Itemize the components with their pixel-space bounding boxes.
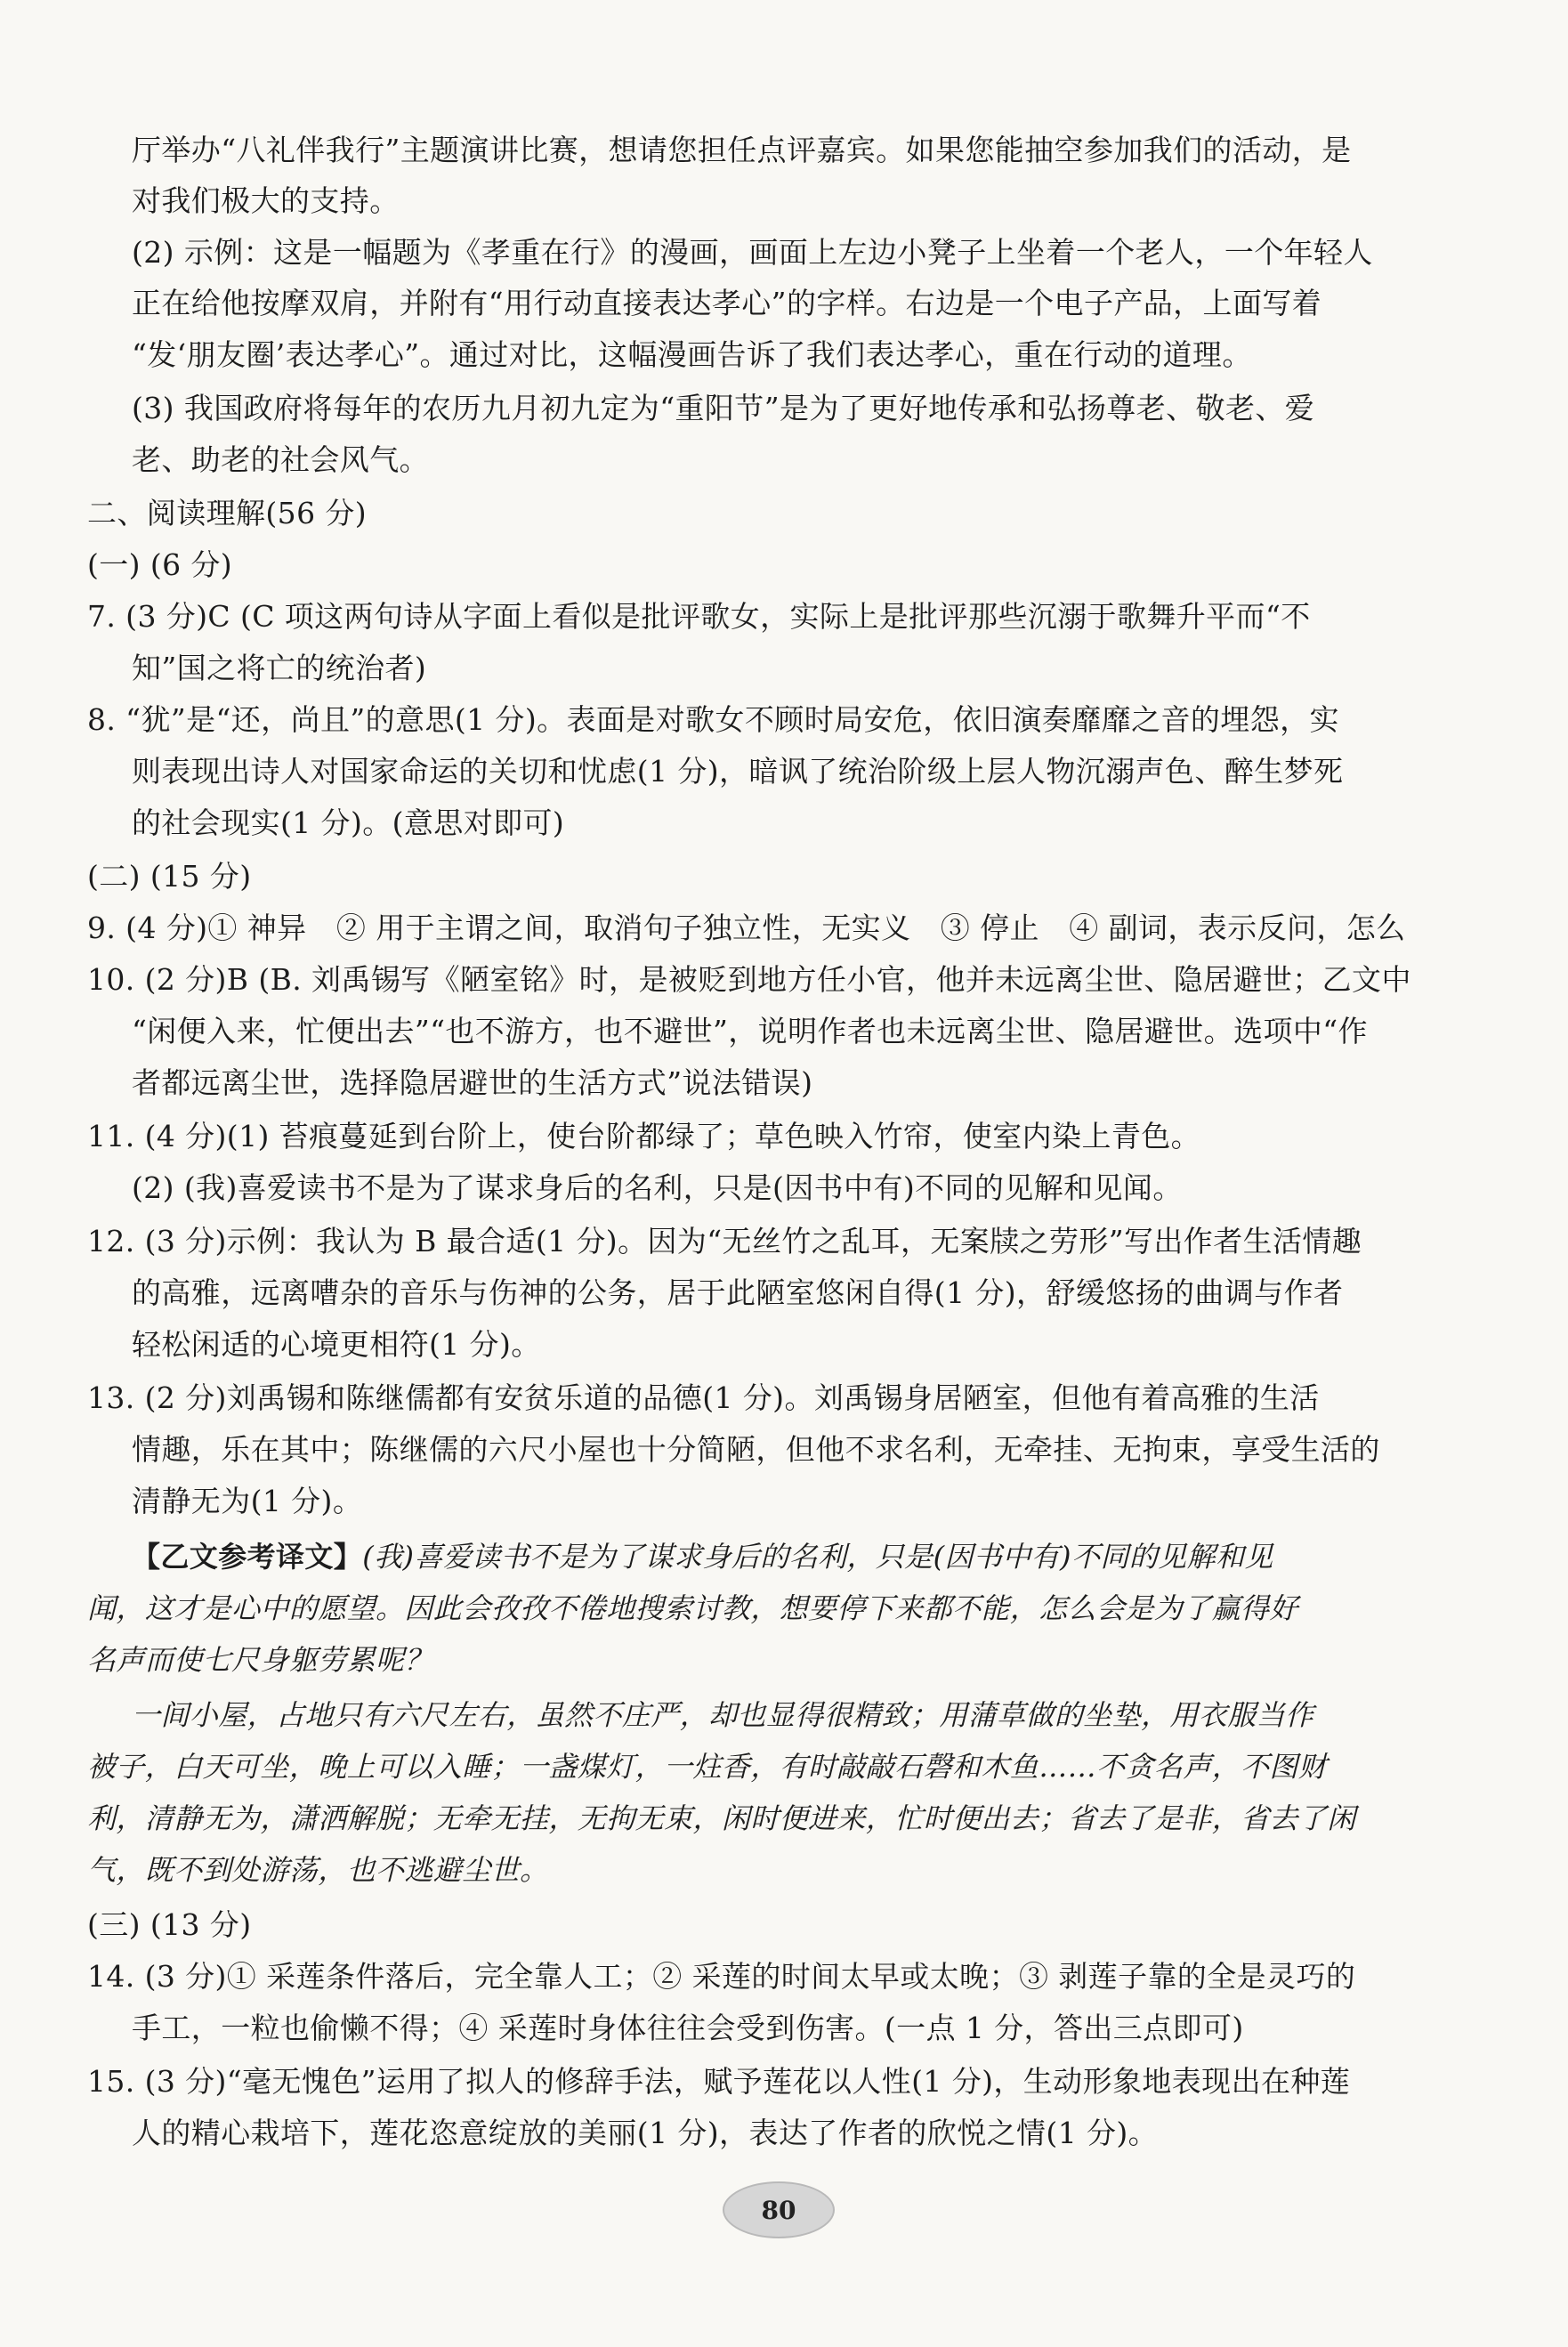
text-line: 正在给他按摩双肩，并附有“用行动直接表达孝心”的字样。右边是一个电子产品，上面写着	[132, 286, 1322, 320]
text-line: 人的精心栽培下，莲花恣意绽放的美丽(1 分)，表达了作者的欣悦之情(1 分)。	[132, 2116, 1159, 2150]
answer-item: 12. (3 分)示例：我认为 B 最合适(1 分)。因为“无丝竹之乱耳，无案牍之劳形”写出作者生活情趣	[87, 1224, 1362, 1258]
page-number: 80	[723, 2181, 835, 2238]
translation-line: 名声而使七尺身躯劳累呢？	[87, 1643, 433, 1677]
subsection-heading: (一) (6 分)	[87, 547, 233, 582]
text-line: 情趣，乐在其中；陈继儒的六尺小屋也十分简陋，但他不求名利，无牵挂、无拘束，享受生活的	[132, 1432, 1380, 1467]
translation-line: 一间小屋，占地只有六尺左右，虽然不庄严，却也显得很精致；用蒲草做的坐垫，用衣服当作	[132, 1698, 1314, 1732]
text-line: (2) 示例：这是一幅题为《孝重在行》的漫画，画面上左边小凳子上坐着一个老人，一个年轻人	[132, 235, 1373, 270]
answer-item: 13. (2 分)刘禹锡和陈继儒都有安贫乐道的品德(1 分)。刘禹锡身居陋室，但他有着高雅的生活	[87, 1380, 1320, 1415]
answer-item: 9. (4 分)① 神异 ② 用于主谓之间，取消句子独立性，无实义 ③ 停止 ④ 副词，表示反问，怎么	[87, 910, 1406, 945]
translation-line: 利，清静无为，潇洒解脱；无牵无挂，无拘无束，闲时便进来，忙时便出去；省去了是非，省去了闲	[87, 1801, 1356, 1835]
text-line: “闲便入来，忙便出去”“也不游方，也不避世”，说明作者也未远离尘世、隐居避世。选项中“作	[132, 1014, 1368, 1048]
translation-line: 闻，这才是心中的愿望。因此会孜孜不倦地搜索讨教，想要停下来都不能，怎么会是为了赢得好	[87, 1591, 1298, 1625]
text-line: 清静无为(1 分)。	[132, 1484, 363, 1518]
text-line: 知”国之将亡的统治者)	[132, 651, 427, 685]
section-heading: 二、阅读理解(56 分)	[87, 496, 368, 530]
text-line: 厅举办“八礼伴我行”主题演讲比赛，想请您担任点评嘉宾。如果您能抽空参加我们的活动，是	[132, 133, 1352, 167]
text-line: 轻松闲适的心境更相符(1 分)。	[132, 1327, 541, 1362]
subsection-heading: (二) (15 分)	[87, 859, 252, 894]
text-line: “发‘朋友圈’表达孝心”。通过对比，这幅漫画告诉了我们表达孝心，重在行动的道理。	[132, 337, 1252, 372]
translation-text: (我)喜爱读书不是为了谋求身后的名利，只是(因书中有)不同的见解和见	[362, 1540, 1273, 1574]
text-line: 则表现出诗人对国家命运的关切和忧虑(1 分)，暗讽了统治阶级上层人物沉溺声色、醉生梦死	[132, 754, 1344, 789]
answer-item: 15. (3 分)“毫无愧色”运用了拟人的修辞手法，赋予莲花以人性(1 分)，生动形象地表现出在种莲	[87, 2064, 1351, 2099]
translation-line: 气，既不到处游荡，也不逃避尘世。	[87, 1853, 549, 1887]
translation-line	[132, 1537, 1273, 1576]
text-line: (2) (我)喜爱读书不是为了谋求身后的名利，只是(因书中有)不同的见解和见闻。	[132, 1170, 1183, 1205]
text-line: 手工，一粒也偷懒不得；④ 采莲时身体往往会受到伤害。(一点 1 分，答出三点即可)	[132, 2011, 1244, 2045]
translation-line: 被子，白天可坐，晚上可以入睡；一盏煤灯，一炷香，有时敲敲石磬和木鱼……不贪名声，不图财	[87, 1750, 1328, 1784]
answer-item: 11. (4 分)(1) 苔痕蔓延到台阶上，使台阶都绿了；草色映入竹帘，使室内染上青色。	[87, 1119, 1201, 1153]
translation-heading: 【乙文参考译文】	[132, 1540, 363, 1574]
answer-item: 10. (2 分)B (B. 刘禹锡写《陋室铭》时，是被贬到地方任小官，他并未远离尘世、隐居避世；乙文中	[87, 962, 1411, 997]
answer-item: 7. (3 分)C (C 项这两句诗从字面上看似是批评歌女，实际上是批评那些沉溺于歌舞升平而“不	[87, 599, 1311, 634]
text-line: 者都远离尘世，选择隐居避世的生活方式”说法错误)	[132, 1065, 813, 1100]
subsection-heading: (三) (13 分)	[87, 1907, 252, 1942]
text-line: 的社会现实(1 分)。(意思对即可)	[132, 805, 565, 840]
text-line: 老、助老的社会风气。	[132, 442, 429, 477]
text-line: 对我们极大的支持。	[132, 183, 400, 218]
answer-item: 14. (3 分)① 采莲条件落后，完全靠人工；② 采莲的时间太早或太晚；③ 剥莲子靠的全是灵巧的	[87, 1959, 1356, 1994]
answer-item: 8. “犹”是“还，尚且”的意思(1 分)。表面是对歌女不顾时局安危，依旧演奏靡靡之音的埋怨，实	[87, 702, 1339, 737]
text-line: (3) 我国政府将每年的农历九月初九定为“重阳节”是为了更好地传承和弘扬尊老、敬老、爱	[132, 391, 1315, 425]
text-line: 的高雅，远离嘈杂的音乐与伤神的公务，居于此陋室悠闲自得(1 分)，舒缓悠扬的曲调与作者	[132, 1275, 1344, 1310]
